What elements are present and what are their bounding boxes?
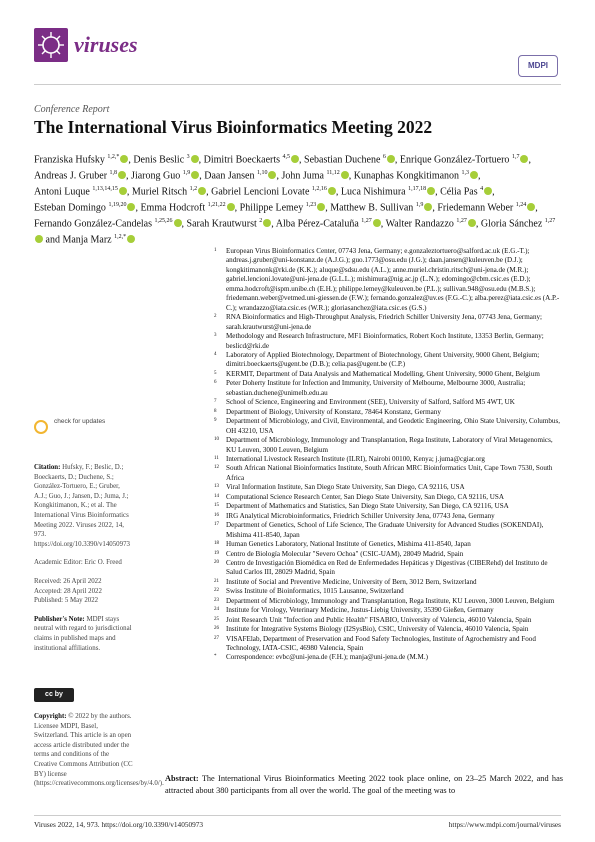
affiliation-item <box>214 313 564 332</box>
article-title: The International Virus Bioinformatics Meeting 2022 <box>34 117 433 137</box>
footer-citation[interactable]: Viruses 2022, 14, 973. https://doi.org/10.3390/v14050973 <box>34 820 204 829</box>
abstract-text: The International Virus Bioinformatics Meeting 2022 took place online, on 23–25 March 2022, and has attracted about 380 participants from all over the world. The goal of the meeting was to <box>165 774 563 796</box>
author-affiliation-marks: 1,10 <box>256 169 268 176</box>
affiliation-number: 26 <box>214 626 219 632</box>
affiliation-text: School of Science, Engineering and Environment (SEE), University of Salford, Salford M5 4WT, UK <box>226 398 515 407</box>
affiliation-number: 21 <box>214 578 219 584</box>
affiliation-number: 5 <box>214 370 217 376</box>
affiliation-number: 24 <box>214 607 219 613</box>
author-name: Daan Jansen <box>204 170 255 182</box>
copyright-label: Copyright: <box>34 713 67 720</box>
orcid-icon[interactable] <box>373 219 381 227</box>
affiliation-text: Laboratory of Applied Biotechnology, Department of Biotechnology, Ghent University, 9000 Ghent, Belgium; dimitri.boeckaerts@ugent.be (D.B.); celia.pas@ugent.be (C.P.) <box>226 350 540 369</box>
affiliation-text: Computational Science Research Center, San Diego State University, San Diego, CA 92116, USA <box>226 492 504 501</box>
author-affiliation-marks: 1,9 <box>415 201 424 208</box>
publisher-logo[interactable]: MDPI <box>518 55 558 77</box>
orcid-icon[interactable] <box>470 171 478 179</box>
affiliation-text: RNA Bioinformatics and High-Throughput Analysis, Friedrich Schiller University Jena, 07743 Jena, Germany; sarah.krautwurst@uni-jena.de <box>226 313 543 331</box>
affiliation-item <box>214 521 564 540</box>
affiliation-number: 14 <box>214 493 219 499</box>
author-affiliation-marks: 3 <box>186 154 190 160</box>
cc-license-badge[interactable]: cc by <box>34 688 74 702</box>
orcid-icon[interactable] <box>424 203 432 211</box>
affiliation-number: 13 <box>214 484 219 490</box>
affiliation-number: 9 <box>214 418 217 424</box>
author-affiliation-marks: 1,24 <box>515 201 527 208</box>
affiliation-item <box>214 635 564 654</box>
author-name: Esteban Domingo <box>34 202 106 214</box>
header-divider <box>34 84 561 85</box>
affiliation-item <box>214 550 564 559</box>
affiliation-number: 17 <box>214 522 219 528</box>
published-date: Published: 5 May 2022 <box>34 597 99 605</box>
affiliation-number: 18 <box>214 541 219 547</box>
orcid-icon[interactable] <box>174 219 182 227</box>
abstract <box>165 773 563 797</box>
virus-emblem-icon <box>34 28 68 62</box>
affiliation-number: 19 <box>214 550 219 556</box>
orcid-icon[interactable] <box>484 187 492 195</box>
author-affiliation-marks: 1,8 <box>109 169 118 176</box>
citation-text: Hufsky, F.; Beslic, D.; Boeckaerts, D.; Duchene, S.; González-Tortuero, E.; Gruber, A.J.; Guo, J.; Jansen, D.; Juma, J.; Kongkitimanon, K.; et al. The International Virus Bioinformatics Meeting 2022. Viruses 2022, 14, 973. https://doi.org/10.3390/v14050973 <box>34 464 130 548</box>
orcid-icon[interactable] <box>328 187 336 195</box>
affiliation-item <box>214 332 564 351</box>
author-name: Jiarong Guo <box>131 170 181 182</box>
author-affiliation-marks: 1,23 <box>305 201 317 208</box>
orcid-icon[interactable] <box>527 203 535 211</box>
author-name: Emma Hodcroft <box>140 202 206 214</box>
affiliation-number: 15 <box>214 503 219 509</box>
accepted-date: Accepted: 28 April 2022 <box>34 587 102 595</box>
orcid-icon[interactable] <box>120 155 128 163</box>
author-name: Célia Pas <box>440 186 478 198</box>
affiliation-item <box>214 587 564 596</box>
author-affiliation-marks: 1,25,26 <box>154 217 173 224</box>
affiliations-list <box>214 247 564 663</box>
author-affiliation-marks: 1,2,* <box>107 154 120 160</box>
author-affiliation-marks: 1,27 <box>456 217 467 224</box>
author-name: Sarah Krautwurst <box>186 218 257 230</box>
author-name: Friedemann Weber <box>437 202 514 214</box>
author-affiliation-marks: 1,7 <box>511 154 520 160</box>
orcid-icon[interactable] <box>317 203 325 211</box>
affiliation-text: European Virus Bioinformatics Center, 07743 Jena, Germany; e.gonzaleztortuero@salford.ac.uk (E.G.-T.); andreas.j.gruber@uni-konstanz.de (A.J.G.); guo.1773@osu.edu (J.G.); daan.jansen@kuleuven.be (D.J.); kongkitimanonk@rki.de (K.K.); aluque@sdsu.edu (A.L.); anne.muriel.christin.ritsch@uni-jena.de (M.R.); gabriel.lencioni.lovate@uni-jena.de (G.L.L.); mishimura@nig.ac.jp (L.N.); edomingo@cbm.csic.es (E.D.); emma.hodcroft@ispm.unibe.ch (E.H.); philippe.lemey@kuleuven.be (P.L.); sullivan.948@osu.edu (M.B.S.); friedemann.weber@vetmed.uni-giessen.de (F.W.); fernando.gonzalez@uv.es (F.G.-C.); alba.perez@iata.csic.es (A.P.-C.); wrandazzo@iata.csic.es (W.R.); gloriasanchez@iata.csic.es (G.S.) <box>226 247 560 312</box>
affiliation-text: Swiss Institute of Bioinformatics, 1015 Lausanne, Switzerland <box>226 587 404 596</box>
affiliation-text: Joint Research Unit "Infection and Public Health" FISABIO, University of Valencia, 46010 Valencia, Spain <box>226 615 532 624</box>
orcid-icon[interactable] <box>198 187 206 195</box>
citation-block <box>34 463 134 549</box>
affiliation-number: 7 <box>214 399 217 405</box>
affiliation-item <box>214 502 564 511</box>
check-updates-icon <box>34 420 48 434</box>
affiliation-text: IRG Analytical Microbioinformatics, Friedrich Schiller University Jena, 07743 Jena, Germany <box>226 511 495 520</box>
author-name: Fernando González-Candelas <box>34 218 153 230</box>
affiliation-text: Department of Genetics, School of Life Science, The Graduate University for Advanced Studies (SOKENDAI), Mishima 411-8540, Japan <box>226 521 544 539</box>
affiliation-item <box>214 464 564 483</box>
affiliation-item <box>214 455 564 464</box>
orcid-icon[interactable] <box>191 171 199 179</box>
citation-label: Citation: <box>34 464 61 471</box>
affiliation-text: VISAFElab, Department of Preservation and Food Safety Technologies, Institute of Agrochemistry and Food Technology, IATA-CSIC, 46980 Valencia, Spain <box>226 634 536 653</box>
footer-divider <box>34 815 561 816</box>
author-affiliation-marks: 11,12 <box>326 169 340 176</box>
affiliation-text: Department of Mathematics and Statistics, San Diego State University, San Diego, CA 92116, USA <box>226 502 509 511</box>
affiliation-item <box>214 370 564 379</box>
author-name: Muriel Ritsch <box>131 186 188 198</box>
affiliation-text: Institute of Social and Preventive Medicine, University of Bern, 3012 Bern, Switzerland <box>226 577 477 586</box>
affiliation-number: * <box>214 654 217 660</box>
affiliation-text: Department of Microbiology, and Civil, Environmental, and Geodetic Engineering, Ohio State University, Columbus, OH 43210, USA <box>226 417 560 435</box>
affiliation-number: 11 <box>214 455 219 461</box>
author-name: Matthew B. Sullivan <box>330 202 414 214</box>
orcid-icon[interactable] <box>191 155 199 163</box>
orcid-icon[interactable] <box>227 203 235 211</box>
orcid-icon[interactable] <box>127 203 135 211</box>
author-name: Gabriel Lencioni Lovate <box>211 186 310 198</box>
author-affiliation-marks: 4 <box>480 185 484 192</box>
affiliation-text: KERMIT, Department of Data Analysis and Mathematical Modelling, Ghent University, 9000 Ghent, Belgium <box>226 369 540 378</box>
affiliation-number: 22 <box>214 588 219 594</box>
affiliation-text: Department of Biology, University of Konstanz, 78464 Konstanz, Germany <box>226 407 441 416</box>
orcid-icon[interactable] <box>119 187 127 195</box>
abstract-label: Abstract: <box>165 774 199 783</box>
orcid-icon[interactable] <box>291 155 299 163</box>
author-name: Franziska Hufsky <box>34 154 105 166</box>
copyright-block <box>34 712 164 789</box>
check-for-updates-badge[interactable] <box>34 418 114 454</box>
affiliation-item <box>214 512 564 521</box>
affiliation-item <box>214 616 564 625</box>
affiliation-text: International Livestock Research Institute (ILRI), Nairobi 00100, Kenya; j.juma@cgiar.org <box>226 454 485 463</box>
publisher-note-text: MDPI stays neutral with regard to jurisdictional claims in published maps and institutional affiliations. <box>34 615 132 652</box>
author-name: Denis Beslic <box>133 154 185 166</box>
affiliation-number: 10 <box>214 437 219 443</box>
author-name: Antoni Luque <box>34 186 90 198</box>
author-affiliation-marks: 1,9 <box>182 169 191 176</box>
affiliation-number: 3 <box>214 333 217 339</box>
affiliation-item <box>214 606 564 615</box>
affiliation-item <box>214 483 564 492</box>
author-affiliation-marks: 1,2 <box>189 185 198 192</box>
author-name: Manja Marz <box>62 233 112 245</box>
affiliation-item <box>214 247 564 313</box>
author-name: Dimitri Boeckaerts <box>203 154 281 166</box>
author-list: Franziska Hufsky $^{1,2,*}$ , Denis Beslic $^3$ , Dimitri Boeckaerts $^{4,5}$ , Sebastian Duchene $^6$ , Enrique González-Tortuero $^{1,7}$ , Andreas J. Gruber $^{1,8}$ , Jiarong Guo $^{1,9}$ , Daan Jansen $^{1,10}$ , John Juma $^{11,12}$ , Kunaphas Kongkitimanon $^{1,3}$ , Antoni Luque $^{1,13,14,15}$ , Muriel Ritsch $^{1,2}$ , Gabriel Lencioni Lovate $^{1,2,16}$ , Luca Nishimura $^{1,17,18}$ , Célia Pas $^4$ , Esteban Domingo $^{1,19,20}$ , Emma Hodcroft $^{1,21,22}$ , Philippe Lemey $^{1,23}$ , Matthew B. Sullivan $^{1,9}$ , Friedemann Weber $^{1,24}$ , Fernando González-Candelas $^{1,25,26}$ , Sarah Krautwurst $^2$ , Alba Pérez-Cataluña $^{1,27}$ , Walter Randazzo $^{1,27}$ , Gloria Sánchez $^{1,27}$ and Manja Marz $^{1,2,*}$ <box>34 154 556 245</box>
affiliation-item <box>214 351 564 370</box>
affiliation-text: Methodology and Research Infrastructure, MF1 Bioinformatics, Robert Koch Institute, 13353 Berlin, Germany; beslicd@rki.de <box>226 332 544 350</box>
affiliation-number: 25 <box>214 616 219 622</box>
affiliation-number: 12 <box>214 465 219 471</box>
affiliation-item <box>214 436 564 455</box>
author-affiliation-marks: 1,2,16 <box>311 185 327 192</box>
affiliation-text: Centro de Investigación Biomédica en Red de Enfermedades Hepáticas y Digestivas (CIBERehd) del Instituto de Salud Carlos III, 28029 Madrid, Spain <box>226 558 548 577</box>
affiliation-number: 6 <box>214 380 217 386</box>
orcid-icon[interactable] <box>468 219 476 227</box>
journal-name: viruses <box>74 32 138 57</box>
orcid-icon[interactable] <box>127 235 135 243</box>
affiliation-item <box>214 597 564 606</box>
author-affiliation-marks: 4,5 <box>282 154 291 160</box>
affiliation-item <box>214 540 564 549</box>
publisher-note <box>34 615 134 653</box>
author-name: John Juma <box>281 170 324 182</box>
footer-journal-url[interactable]: https://www.mdpi.com/journal/viruses <box>448 820 561 829</box>
affiliation-text: Institute for Integrative Systems Biology (I2SysBio), CSIC, University of Valencia, 46010 Valencia, Spain <box>226 625 529 634</box>
affiliation-text: Department of Microbiology, Immunology and Transplantation, Rega Institute, KU Leuven, 3000 Leuven, Belgium <box>226 596 555 605</box>
affiliation-item <box>214 379 564 398</box>
orcid-icon[interactable] <box>35 235 43 243</box>
affiliation-item <box>214 417 564 436</box>
copyright-text: © 2022 by the authors. Licensee MDPI, Basel, Switzerland. This article is an open access article distributed under the terms and conditions of the Creative Commons Attribution (CC BY) license (https://creativecommons.org/licenses/by/4.0/). <box>34 713 164 788</box>
orcid-icon[interactable] <box>427 187 435 195</box>
author-affiliation-marks: 1,2,* <box>114 233 127 240</box>
author-affiliation-marks: 1,27 <box>544 217 556 224</box>
affiliation-text: South African National Bioinformatics Institute, South African MRC Bioinformatics Unit, Cape Town 7530, South Africa <box>226 464 553 482</box>
author-name: Luca Nishimura <box>340 186 406 198</box>
orcid-icon[interactable] <box>520 155 528 163</box>
received-date: Received: 26 April 2022 <box>34 577 102 585</box>
academic-editor: Academic Editor: Eric O. Freed <box>34 559 122 567</box>
affiliation-item <box>214 398 564 407</box>
affiliation-text: Centro de Biología Molecular "Severo Ochoa" (CSIC-UAM), 28049 Madrid, Spain <box>226 549 464 558</box>
author-name: Sebastian Duchene <box>304 154 381 166</box>
author-name: Walter Randazzo <box>385 218 454 230</box>
affiliation-number: 23 <box>214 597 219 603</box>
affiliation-number: 4 <box>214 351 217 357</box>
affiliation-text: Viral Information Institute, San Diego State University, San Diego, CA 92116, USA <box>226 483 465 492</box>
affiliation-text: Human Genetics Laboratory, National Institute of Genetics, Mishima 411-8540, Japan <box>226 540 471 549</box>
check-updates-label: check for updates <box>54 418 106 425</box>
affiliation-number: 16 <box>214 512 219 518</box>
author-affiliation-marks: 1,21,22 <box>207 201 226 208</box>
author-name: Andreas J. Gruber <box>34 170 108 182</box>
affiliation-number: 1 <box>214 248 217 253</box>
affiliation-number: 8 <box>214 408 217 414</box>
author-name: Gloria Sánchez <box>480 218 543 230</box>
affiliation-item <box>214 559 564 578</box>
author-name: Kunaphas Kongkitimanon <box>353 170 460 182</box>
author-affiliation-marks: 1,17,18 <box>408 185 427 192</box>
author-name: Enrique González-Tortuero <box>399 154 510 166</box>
publisher-note-label: Publisher's Note: <box>34 615 85 623</box>
affiliation-text: Correspondence: evbc@uni-jena.de (F.H.); manja@uni-jena.de (M.M.) <box>226 653 428 662</box>
author-name: Philippe Lemey <box>239 202 304 214</box>
author-affiliation-marks: 2 <box>259 217 263 224</box>
affiliation-number: 20 <box>214 559 219 565</box>
affiliation-item <box>214 653 564 662</box>
orcid-icon[interactable] <box>118 171 126 179</box>
orcid-icon[interactable] <box>387 155 395 163</box>
affiliation-number: 27 <box>214 635 219 641</box>
author-affiliation-marks: 1,19,20 <box>108 201 127 208</box>
author-affiliation-marks: 6 <box>382 154 386 160</box>
author-affiliation-marks: 1,3 <box>461 169 470 176</box>
orcid-icon[interactable] <box>341 171 349 179</box>
article-type: Conference Report <box>34 104 110 115</box>
author-affiliation-marks: 1,27 <box>361 217 372 224</box>
affiliation-item <box>214 578 564 587</box>
author-affiliation-marks: 1,13,14,15 <box>92 185 118 192</box>
affiliation-text: Institute for Virology, Veterinary Medicine, Justus-Liebig University, 35390 Gießen, Germany <box>226 606 494 615</box>
affiliation-number: 2 <box>214 314 217 320</box>
author-name: Alba Pérez-Cataluña <box>275 218 359 230</box>
article-info-sidebar <box>34 463 134 662</box>
affiliation-item <box>214 408 564 417</box>
orcid-icon[interactable] <box>268 171 276 179</box>
orcid-icon[interactable] <box>263 219 271 227</box>
affiliation-item <box>214 493 564 502</box>
affiliation-text: Peter Doherty Institute for Infection and Immunity, University of Melbourne, Melbourne 3000, Australia; sebastian.duchene@unimelb.edu.au <box>226 379 526 397</box>
journal-logo-icon <box>34 28 68 62</box>
affiliation-text: Department of Microbiology, Immunology and Transplantation, Rega Institute, Laboratory of Viral Metagenomics, KU Leuven, 3000 Leuven, Belgium <box>226 436 553 454</box>
affiliation-item <box>214 625 564 634</box>
